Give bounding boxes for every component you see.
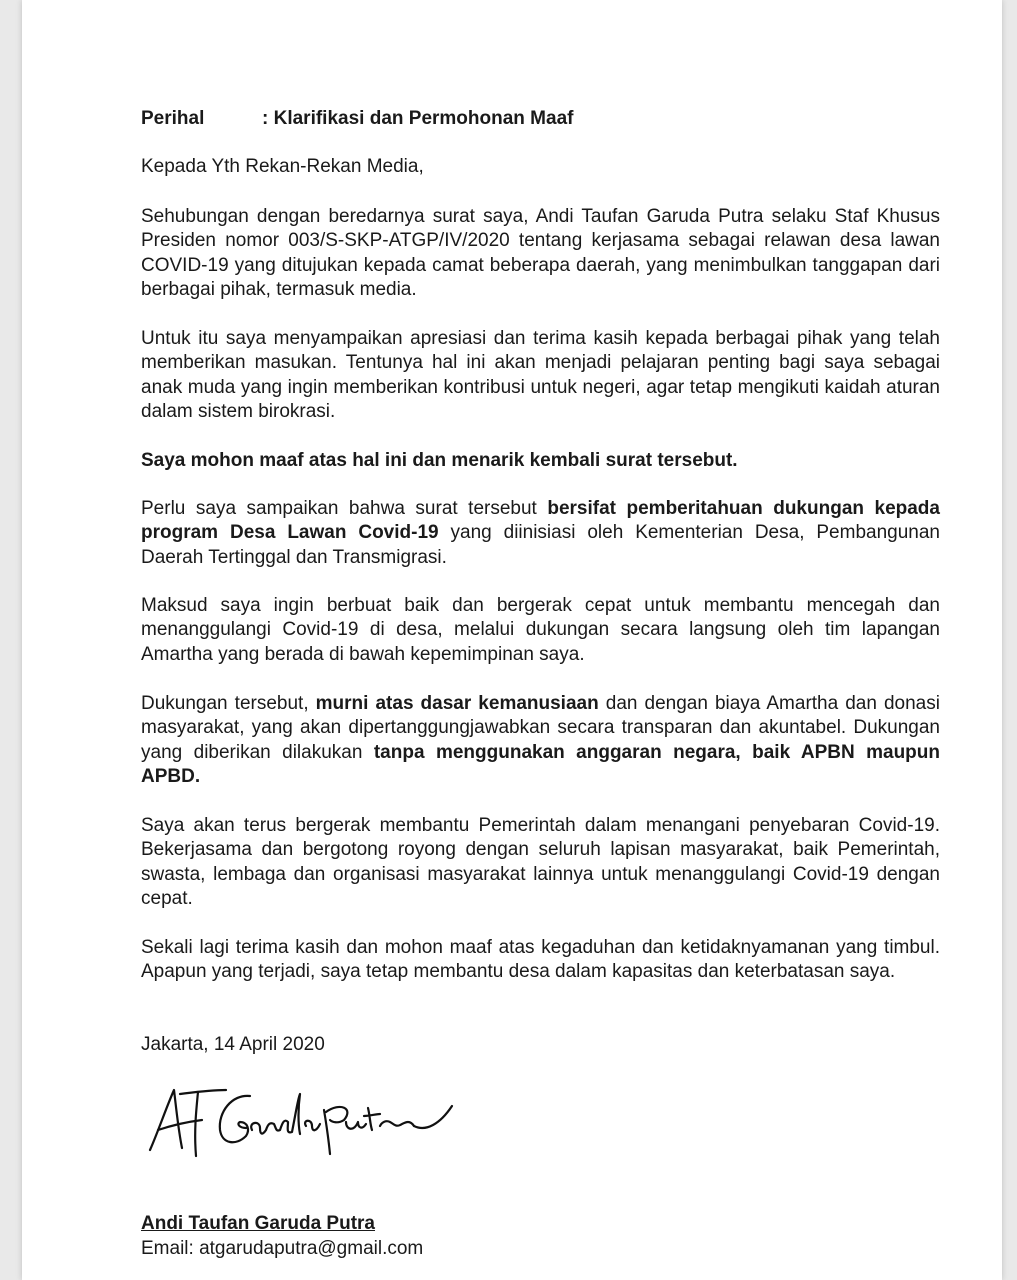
subject-line	[141, 107, 573, 131]
subject-value: : Klarifikasi dan Permohonan Maaf	[262, 108, 574, 129]
paragraph-7: Saya akan terus bergerak membantu Pemerintah dalam menangani penyebaran Covid-19. Bekerjasama dan bergotong royong dengan seluruh lapisan masyarakat, baik Pemerintah, swasta, lembaga dan organisasi masyarakat lainnya untuk menanggulangi Covid-19 dengan cepat.	[141, 815, 940, 910]
paragraph-6-part-c: dan dengan biaya Amartha dan donasi masyarakat, yang akan dipertanggungjawabkan secara transparan dan akuntabel. Dukungan yang diberikan dilakukan	[141, 693, 940, 763]
paragraph-6-part-a: Dukungan tersebut,	[141, 693, 316, 714]
subject-label: Perihal	[141, 108, 205, 129]
paragraph-6-bold-2: tanpa menggunakan anggaran negara, baik APBN maupun APBD.	[141, 741, 940, 788]
paragraph-4	[141, 497, 940, 570]
place-date: Jakarta, 14 April 2020	[141, 1034, 325, 1055]
paragraph-apology: Saya mohon maaf atas hal ini dan menarik kembali surat tersebut.	[141, 450, 738, 471]
paragraph-2: Untuk itu saya menyampaikan apresiasi dan terima kasih kepada berbagai pihak yang telah memberikan masukan. Tentunya hal ini akan menjadi pelajaran penting bagi saya sebagai anak muda yang ingin memberikan kontribusi untuk negeri, agar tetap mengikuti kaidah aturan dalam sistem birokrasi.	[141, 328, 940, 423]
paragraph-4-part-c: yang diinisiasi oleh Kementerian Desa, Pembangunan Daerah Tertinggal dan Transmigrasi.	[141, 522, 940, 568]
signatory-email: Email: atgarudaputra@gmail.com	[141, 1238, 424, 1259]
paragraph-6-bold-1: murni atas dasar kemanusiaan	[315, 693, 599, 714]
paragraph-8: Sekali lagi terima kasih dan mohon maaf atas kegaduhan dan ketidaknyamanan yang timbul. Apapun yang terjadi, saya tetap membantu desa dalam kapasitas dan keterbatasan saya.	[141, 937, 940, 983]
paragraph-4-part-a: Perlu saya sampaikan bahwa surat tersebut	[141, 498, 548, 519]
paragraph-4-bold: bersifat pemberitahuan dukungan kepada program Desa Lawan Covid-19	[141, 498, 940, 544]
paragraph-1: Sehubungan dengan beredarnya surat saya, Andi Taufan Garuda Putra selaku Staf Khusus Presiden nomor 003/S-SKP-ATGP/IV/2020 tentang kerjasama sebagai relawan desa lawan COVID-19 yang ditujukan kepada camat beberapa daerah, yang menimbulkan tanggapan dari berbagai pihak, termasuk media.	[141, 206, 940, 301]
salutation: Kepada Yth Rekan-Rekan Media,	[141, 156, 424, 177]
paragraph-6	[141, 692, 940, 790]
handwritten-signature	[140, 1072, 460, 1172]
paragraph-5: Maksud saya ingin berbuat baik dan bergerak cepat untuk membantu mencegah dan menanggulangi Covid-19 di desa, melalui dukungan secara langsung oleh tim lapangan Amartha yang berada di bawah kepemimpinan saya.	[141, 595, 940, 665]
signatory-name: Andi Taufan Garuda Putra	[141, 1213, 376, 1234]
